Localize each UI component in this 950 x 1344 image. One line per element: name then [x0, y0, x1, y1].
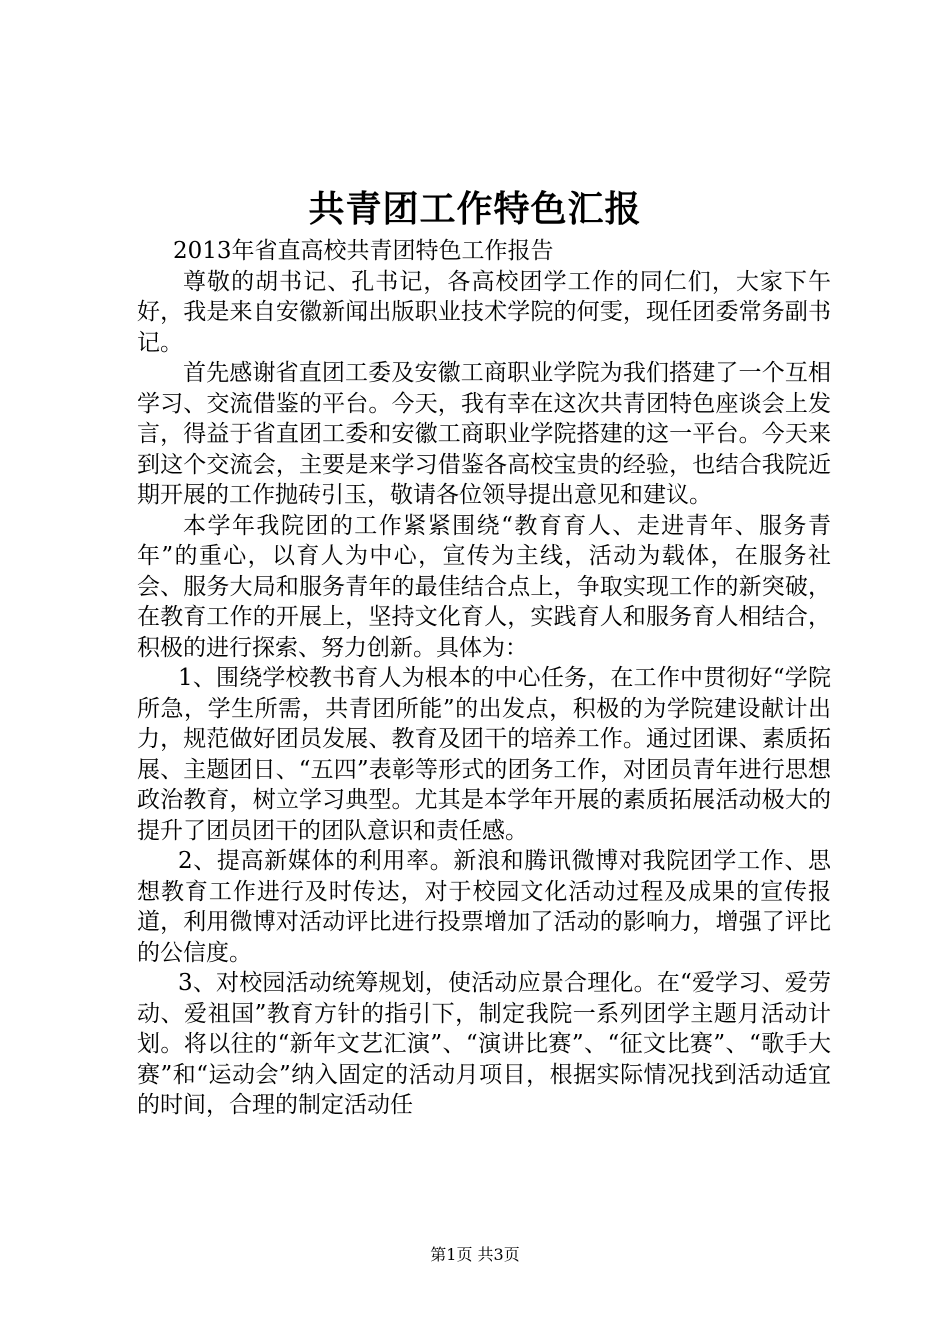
document-body [137, 236, 831, 1121]
document-title: 共青团工作特色汇报 [308, 188, 642, 230]
list-item-2: 2、提高新媒体的利用率。新浪和腾讯微博对我院团学工作、思想教育工作进行及时传达，对于校园文化活动过程及成果的宣传报道，利用微博对活动评比进行投票增加了活动的影响力，增强了评比的公信度。 [137, 848, 831, 966]
list-item-3: 3、对校园活动统筹规划，使活动应景合理化。在“爱学习、爱劳动、爱祖国”教育方针的指引下，制定我院一系列团学主题月活动计划。将以往的“新年文艺汇演”、“演讲比赛”、“征文比赛”、“歌手大赛”和“运动会”纳入固定的活动月项目，根据实际情况找到活动适宜的时间，合理的制定活动任 [137, 970, 831, 1118]
page-footer: 第1页 共3页 [430, 1245, 520, 1264]
document-subtitle: 2013年省直高校共青团特色工作报告 [173, 238, 554, 264]
list-item-1: 1、围绕学校教书育人为根本的中心任务，在工作中贯彻好“学院所急，学生所需，共青团所能”的出发点，积极的为学院建设献计出力，规范做好团员发展、教育及团干的培养工作。通过团课、素质拓展、主题团日、“五四”表彰等形式的团务工作，对团员青年进行思想政治教育，树立学习典型。尤其是本学年开展的素质拓展活动极大的提升了团员团干的团队意识和责任感。 [137, 665, 831, 844]
paragraph-greeting: 尊敬的胡书记、孔书记，各高校团学工作的同仁们，大家下午好，我是来自安徽新闻出版职业技术学院的何雯，现任团委常务副书记。 [137, 268, 831, 356]
paragraph-thanks: 首先感谢省直团工委及安徽工商职业学院为我们搭建了一个互相学习、交流借鉴的平台。今天，我有幸在这次共青团特色座谈会上发言，得益于省直团工委和安徽工商职业学院搭建的这一平台。今天来到这个交流会，主要是来学习借鉴各高校宝贵的经验，也结合我院近期开展的工作抛砖引玉，敬请各位领导提出意见和建议。 [137, 360, 831, 508]
paragraph-overview: 本学年我院团的工作紧紧围绕“教育育人、走进青年、服务青年”的重心，以育人为中心，宣传为主线，活动为载体，在服务社会、服务大局和服务青年的最佳结合点上，争取实现工作的新突破，在教育工作的开展上，坚持文化育人，实践育人和服务育人相结合，积极的进行探索、努力创新。具体为： [137, 512, 831, 661]
